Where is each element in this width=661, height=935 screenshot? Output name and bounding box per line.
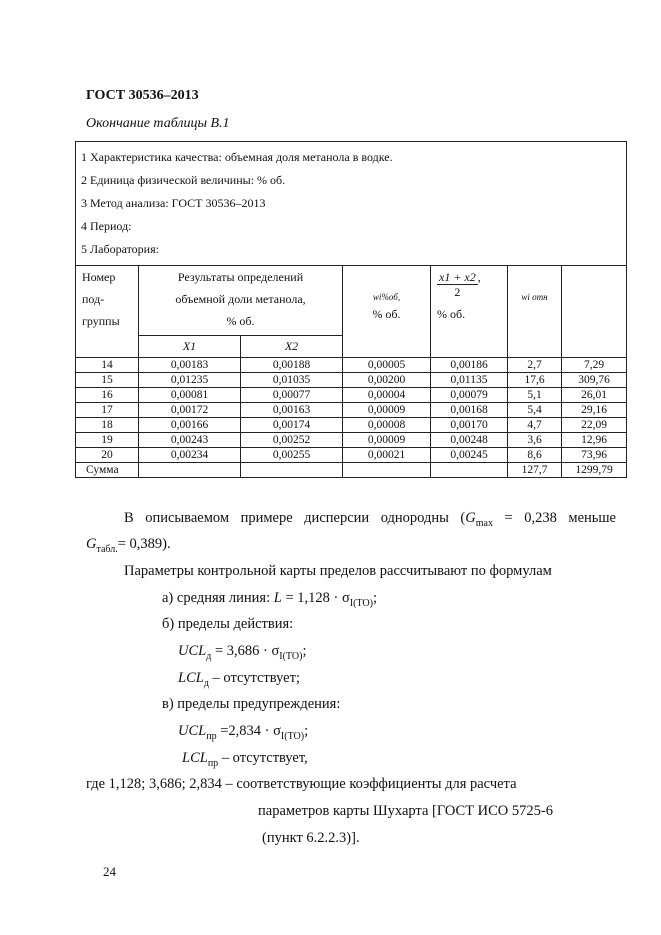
table-cell: 0,00186 [431,358,508,373]
table-cell: 0,00009 [343,403,431,418]
table-row [76,388,627,403]
label-warning-limits: в) пределы предупреждения: [162,696,341,712]
table-cell: 0,00188 [241,358,343,373]
table-cell: 29,16 [562,403,627,418]
table-cell: 22,09 [562,418,627,433]
paragraph-where: где 1,128; 3,686; 2,834 – соответствующие коэффициенты для расчета [86,776,517,792]
table-cell: 17 [76,403,139,418]
table-cell: 5,1 [508,388,562,403]
table-cell: 0,01035 [241,373,343,388]
info-line-3: 3 Метод анализа: ГОСТ 30536–2013 [81,196,266,210]
header-group-number: Номер под- группы [76,266,139,358]
table-cell: 14 [76,358,139,373]
header-w: wi%об, % об. [343,266,431,358]
table-row [76,373,627,388]
table-cell: 0,01135 [431,373,508,388]
table-cell: 0,00163 [241,403,343,418]
page-number: 24 [103,864,116,879]
table-cell: 0,00005 [343,358,431,373]
table-cell: 0,00008 [343,418,431,433]
table-caption: Окончание таблицы В.1 [86,116,230,131]
table-cell: 0,00252 [241,433,343,448]
table-cell: 2,7 [508,358,562,373]
header-last [562,266,627,358]
info-line-4: 4 Период: [81,219,132,233]
sum-wrel: 127,7 [508,463,562,478]
paragraph-homogeneous: В описываемом примере дисперсии однородны ($G_{max} = 0,238$ меньше [124,510,616,529]
paragraph-where-cont: параметров карты Шухарта [ГОСТ ИСО 5725-6 [258,803,553,819]
header-x1: X1 [139,336,241,358]
table-info [76,142,627,266]
sum-last: 1299,79 [562,463,627,478]
table-cell: 4,7 [508,418,562,433]
formula-lcl-action: $LCL_д$ – отсутствует; [178,670,300,689]
table-row [76,358,627,373]
table-cell: 0,00243 [139,433,241,448]
header-mean: $\frac{x1 + x2}{2}$ , % об. [431,266,508,358]
paragraph-where-end: (пункт 6.2.2.3)]. [262,830,360,846]
header-results: Результаты определений объемной доли метанола, % об. [139,266,343,336]
data-table [75,141,627,478]
table-row [76,448,627,463]
table-cell: 0,00248 [431,433,508,448]
info-line-2: 2 Единица физической величины: % об. [81,173,286,187]
table-cell: 19 [76,433,139,448]
paragraph-homogeneous-cont: $G_{табл.}= 0,389$). [86,536,171,555]
table-cell: 0,00183 [139,358,241,373]
formula-ucl-warning: $UCL_{пр} =2,834 \cdot \sigma_{I(ТО)}$; [178,723,309,742]
info-line-1: 1 Характеристика качества: объемная доля метанола в водке. [81,150,393,164]
table-cell: 0,00021 [343,448,431,463]
table-cell: 0,00200 [343,373,431,388]
table-cell: 0,00234 [139,448,241,463]
mean-fraction: $\frac{x1 + x2}{2}$ [439,270,476,299]
sum-label: Сумма [76,463,139,478]
table-cell: 309,76 [562,373,627,388]
sum-row [76,463,627,478]
table-cell: 26,01 [562,388,627,403]
table-cell: 0,00245 [431,448,508,463]
table-cell: 0,00170 [431,418,508,433]
header-w-rel: wi отн [508,266,562,358]
table-cell: 5,4 [508,403,562,418]
table-cell: 16 [76,388,139,403]
table-cell: 0,00081 [139,388,241,403]
table-cell: 8,6 [508,448,562,463]
table-cell: 12,96 [562,433,627,448]
table-cell: 0,00174 [241,418,343,433]
table-cell: 7,29 [562,358,627,373]
table-cell: 0,00079 [431,388,508,403]
table-cell: 0,00166 [139,418,241,433]
table-row [76,418,627,433]
table-cell: 3,6 [508,433,562,448]
table-cell: 0,00009 [343,433,431,448]
table-cell: 15 [76,373,139,388]
formula-center-line: а) средняя линия: $L = 1,128 \cdot \sigma_{I(ТО)}$; [162,590,378,609]
header-x2: X2 [241,336,343,358]
formula-lcl-warning: $LCL_{пр}$ – отсутствует, [182,750,308,769]
table-cell: 0,01235 [139,373,241,388]
table-cell: 18 [76,418,139,433]
paragraph-parameters: Параметры контрольной карты пределов рассчитывают по формулам [124,563,552,579]
table-cell: 20 [76,448,139,463]
table-row [76,433,627,448]
table-cell: 0,00255 [241,448,343,463]
standard-title: ГОСТ 30536–2013 [86,88,199,103]
formula-ucl-action: $UCL_д = 3,686 \cdot \sigma_{I(ТО)}$; [178,643,307,662]
table-cell: 0,00077 [241,388,343,403]
table-cell: 0,00172 [139,403,241,418]
table-cell: 17,6 [508,373,562,388]
table-cell: 0,00168 [431,403,508,418]
table-row [76,403,627,418]
table-cell: 0,00004 [343,388,431,403]
table-cell: 73,96 [562,448,627,463]
info-line-5: 5 Лаборатория: [81,242,159,256]
label-action-limits: б) пределы действия: [162,616,294,632]
